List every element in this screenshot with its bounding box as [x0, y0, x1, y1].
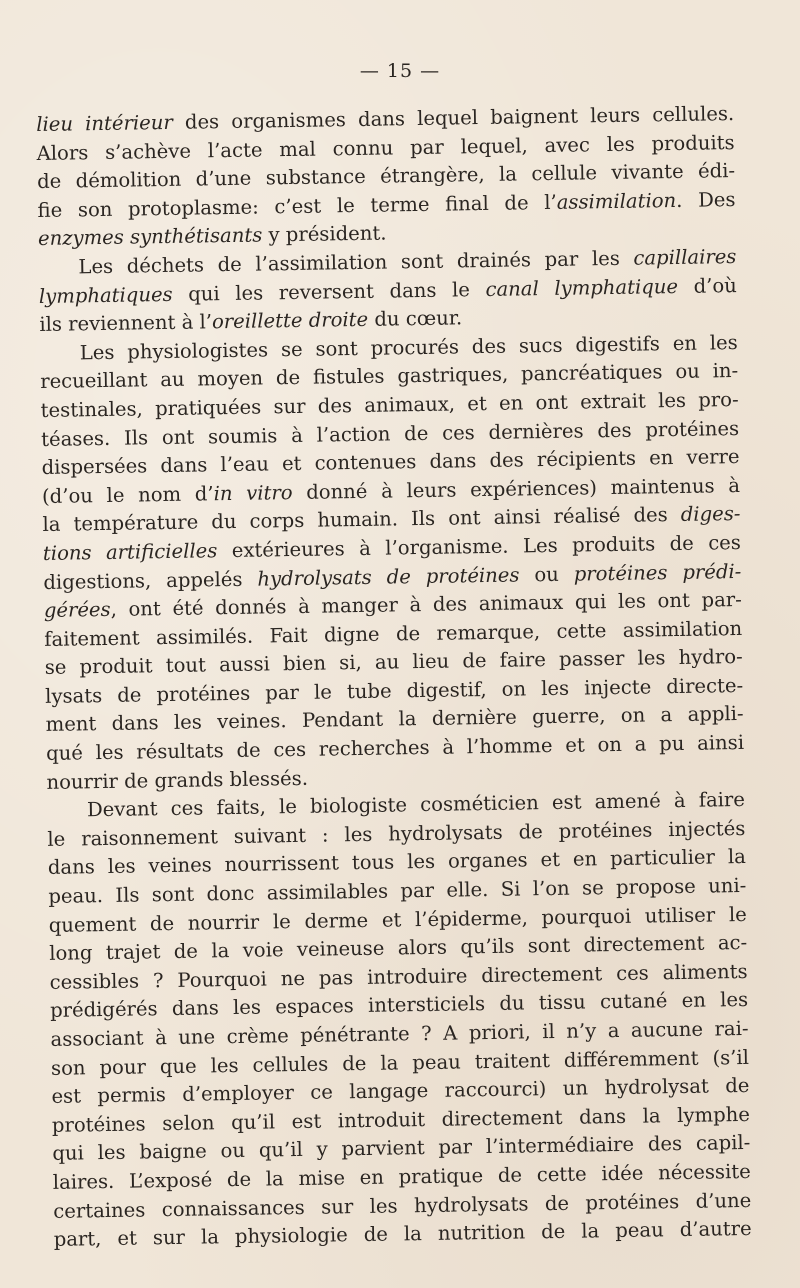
- text-segment: est permis d’employer ce langage raccourci) un hydrolysat de: [51, 1074, 750, 1109]
- text-segment: part, et sur la physiologie de la nutrition de la peau d’autre: [53, 1217, 752, 1252]
- italic-text: hydrolysats de protéines: [257, 562, 520, 591]
- italic-text: gérées: [43, 597, 111, 623]
- text-segment: Les physiologistes se sont procurés des sucs digestifs en les: [79, 330, 738, 365]
- text-segment: la température du corps humain. Ils ont ainsi réalisé des: [42, 503, 681, 537]
- text-segment: laires. L’exposé de la mise en pratique de cette idée nécessite: [52, 1159, 751, 1194]
- italic-text: diges-: [680, 502, 741, 527]
- text-segment: dans les veines nourrissent tous les organes et en particulier la: [47, 845, 746, 880]
- text-segment: qui les reversent dans le: [172, 277, 486, 306]
- text-segment: , ont été donnés à manger à des animaux qui les ont par-: [110, 588, 742, 621]
- text-segment: (d’ou le nom d’: [41, 481, 214, 508]
- text-segment: lysats de protéines par le tube digestif, on les injecte directe-: [45, 673, 744, 708]
- text-segment: Les déchets de l’assimilation sont drainés par les: [78, 246, 634, 279]
- text-segment: qué les résultats de ces recherches à l’homme et on a pu ainsi: [45, 731, 745, 765]
- text-segment: son pour que les cellules de la peau traitent différemment (s’il: [50, 1045, 750, 1080]
- text-segment: Devant ces faits, le biologiste cosméticien est amené à faire: [86, 788, 746, 822]
- italic-text: lymphatiques: [38, 282, 173, 308]
- italic-text: assimilation: [556, 188, 677, 214]
- text-segment: d’où: [677, 273, 738, 298]
- text-segment: quement de nourrir le derme et l’épiderme, pourquoi utiliser le: [48, 902, 747, 937]
- text-segment: y président.: [262, 221, 387, 247]
- text-segment: de démolition d’une substance étrangère, la cellule vivante édi-: [36, 159, 736, 194]
- italic-text: protéines prédi-: [573, 559, 742, 586]
- italic-text: canal lymphatique: [485, 274, 679, 301]
- text-segment: peau. Ils sont donc assimilables par elle. Si l’on se propose uni-: [48, 873, 747, 908]
- text-segment: Alors s’achève l’acte mal connu par lequel, avec les produits: [36, 130, 735, 165]
- italic-text: oreillette droite: [211, 307, 369, 334]
- italic-text: tions artificielles: [42, 539, 218, 565]
- text-segment: recueillant au moyen de fistules gastriques, pancréatiques ou in-: [40, 359, 739, 394]
- text-segment: . Des: [676, 187, 736, 212]
- text-segment: faitement assimilés. Fait digne de remarque, cette assimilation: [44, 616, 743, 651]
- text-segment: ment dans les veines. Pendant la dernière guerre, on a appli-: [45, 702, 744, 737]
- text-segment: protéines selon qu’il est introduit directement dans la lymphe: [51, 1102, 751, 1137]
- text-segment: nourrir de grands blessés.: [46, 766, 309, 794]
- italic-text: in vitro: [213, 480, 293, 505]
- text-segment: donné à leurs expériences) maintenus à: [292, 473, 741, 504]
- text-segment: prédigérés dans les espaces intersticiels du tissu cutané en les: [49, 988, 749, 1023]
- page-number: — 15 —: [359, 60, 441, 82]
- text-segment: digestions, appelés: [43, 567, 258, 594]
- text-segment: du cœur.: [367, 306, 463, 331]
- body-text: [36, 100, 752, 1255]
- italic-text: enzymes synthétisants: [37, 223, 263, 251]
- text-segment: extérieures à l’organisme. Les produits de ces: [217, 530, 742, 563]
- text-segment: téases. Ils ont soumis à l’action de ces dernières des protéines: [40, 416, 740, 451]
- italic-text: capillaires: [633, 244, 737, 270]
- text-segment: dispersées dans l’eau et contenues dans des récipients en verre: [41, 445, 740, 480]
- text-segment: le raisonnement suivant : les hydrolysats de protéines injectés: [47, 816, 746, 851]
- text-segment: se produit tout aussi bien si, au lieu de faire passer les hydro-: [44, 645, 743, 680]
- text-segment: associant à une crème pénétrante ? A priori, il n’y a aucune rai-: [50, 1016, 749, 1051]
- text-segment: cessibles ? Pourquoi ne pas introduire directement ces aliments: [49, 959, 748, 994]
- text-segment: fie son protoplasme: c’est le terme final de l’: [37, 190, 557, 222]
- text-segment: long trajet de la voie veineuse alors qu’ils sont directement ac-: [49, 931, 748, 966]
- text-segment: testinales, pratiquées sur des animaux, et en ont extrait les pro-: [40, 387, 739, 422]
- italic-text: lieu intérieur: [36, 110, 173, 136]
- text-segment: ils reviennent à l’: [39, 310, 213, 337]
- text-segment: ou: [519, 562, 574, 586]
- text-segment: certaines connaissances sur les hydrolysats de protéines d’une: [53, 1188, 752, 1223]
- text-segment: des organismes dans lequel baignent leurs cellules.: [172, 102, 735, 134]
- text-segment: qui les baigne ou qu’il y parvient par l’intermédiaire des capil-: [52, 1131, 751, 1166]
